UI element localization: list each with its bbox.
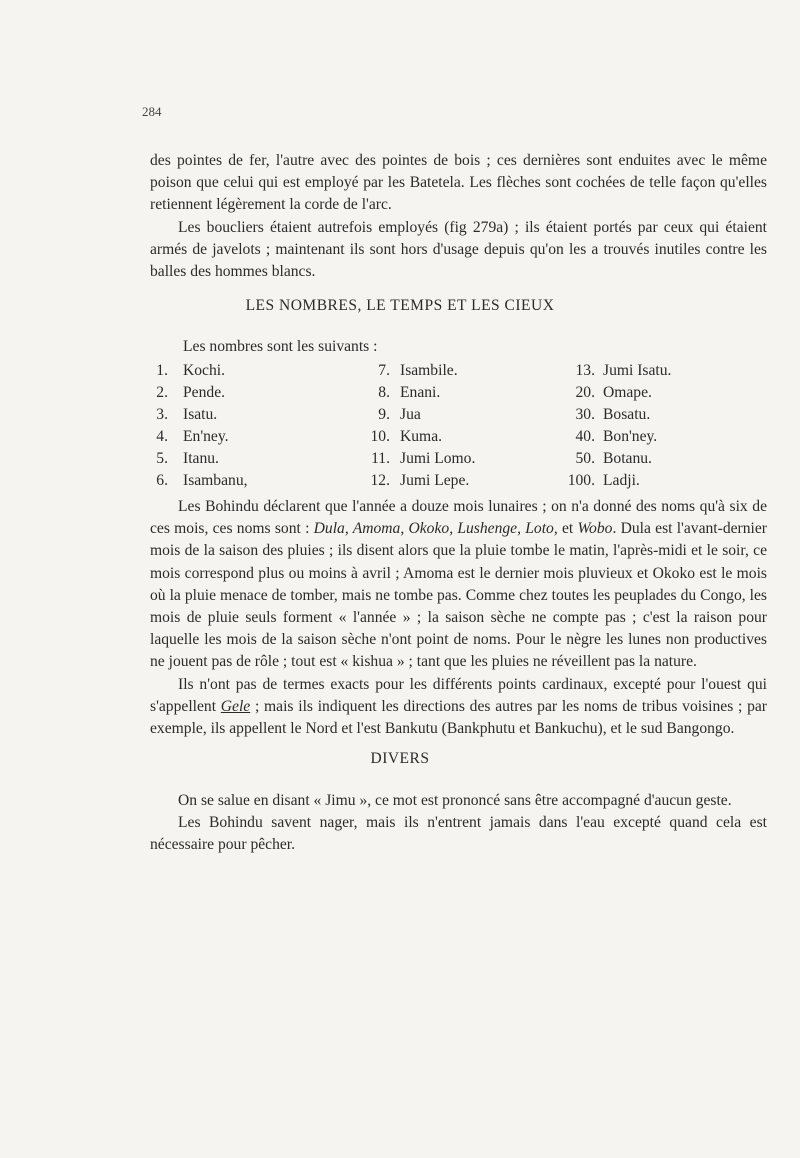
number-word: Botanu. xyxy=(603,450,652,467)
number-word: Kochi. xyxy=(183,362,226,379)
cardinal-paragraph xyxy=(150,674,767,741)
months-text-c: . Dula est l'avant-dernier mois de la saison des pluies ; ils disent alors que la pluie tombe le matin, l'après-midi et le soir, ce mois correspond plus ou moins à avril ; Amoma est le dernier mois pluvieux et Okoko est le mois où la pluie menace de tomber, mais ne tombe pas. Comme chez toutes les peuplades du Congo, les mois de pluie seuls forment « l'année » ; la saison sèche ne compte pas ; c'est la raison pour laquelle les mois de la saison sèche n'ont point de noms. Pour le nègre les lunes non productives ne jouent pas de rôle ; tout est « kishua » ; tant que les pluies ne réveillent pas la nature. xyxy=(150,520,767,671)
number-word: Isambile. xyxy=(400,362,458,379)
section-heading-numbers: LES NOMBRES, LE TEMPS ET LES CIEUX xyxy=(245,297,555,314)
divers-text xyxy=(150,790,767,857)
number-row xyxy=(358,470,548,492)
number-row xyxy=(358,448,548,470)
number-row xyxy=(548,448,763,470)
number-label: 11. xyxy=(371,450,390,467)
number-row xyxy=(548,382,763,404)
month-name-wobo: Wobo xyxy=(577,520,613,538)
number-row xyxy=(548,360,763,382)
intro-text xyxy=(150,150,767,283)
number-word: Omape. xyxy=(603,384,652,401)
number-word: Jua xyxy=(400,406,421,423)
number-label: 13. xyxy=(575,362,595,379)
number-label: 9. xyxy=(378,406,390,423)
number-label: 20. xyxy=(575,384,595,401)
number-label: 6. xyxy=(156,472,168,489)
number-word: Jumi Lomo. xyxy=(400,450,476,467)
intro-paragraph: des pointes de fer, l'autre avec des pointes de bois ; ces dernières sont enduites avec le même poison que celui qui est employé par les Batetela. Les flèches sont cochées de telle façon qu'elles retiennent légèrement la corde de l'arc. xyxy=(150,152,767,214)
number-label: 40. xyxy=(575,428,595,445)
number-label: 100. xyxy=(567,472,595,489)
numbers-column-3 xyxy=(548,360,763,492)
page-number: 284 xyxy=(142,104,162,119)
months-text-b: et xyxy=(557,520,578,538)
number-row xyxy=(148,448,358,470)
months-text xyxy=(150,496,767,740)
number-label: 12. xyxy=(370,472,390,489)
section-heading-divers: DIVERS xyxy=(370,750,430,767)
number-label: 30. xyxy=(575,406,595,423)
number-row xyxy=(148,426,358,448)
number-label: 5. xyxy=(156,450,168,467)
numbers-intro: Les nombres sont les suivants : xyxy=(183,338,378,355)
number-label: 50. xyxy=(575,450,595,467)
number-row xyxy=(358,382,548,404)
number-row xyxy=(148,360,358,382)
number-word: Jumi Lepe. xyxy=(400,472,470,489)
number-word: Kuma. xyxy=(400,428,443,445)
number-label: 8. xyxy=(378,384,390,401)
divers-paragraph: On se salue en disant « Jimu », ce mot est prononcé sans être accompagné d'aucun geste. xyxy=(178,792,732,809)
number-word: Enani. xyxy=(400,384,441,401)
number-word: Itanu. xyxy=(183,450,219,467)
number-label: 1. xyxy=(156,362,168,379)
number-word: Jumi Isatu. xyxy=(603,362,672,379)
numbers-column-1 xyxy=(148,360,358,492)
cardinal-text-b: ; mais ils indiquent les directions des autres par les noms de tribus voisines ; par exemple, ils appellent le Nord et l'est Bankutu (Bankphutu et Bankuchu), et le sud Bangongo. xyxy=(150,697,767,738)
number-word: Ladji. xyxy=(603,472,640,489)
months-text-a: Les Bohindu déclarent que l'année a douze mois lunaires ; on n'a donné des noms qu'à six de ces mois, ces noms sont : xyxy=(150,498,767,538)
number-row xyxy=(548,426,763,448)
west-name: Gele xyxy=(220,697,251,715)
number-row xyxy=(358,426,548,448)
number-row xyxy=(548,470,763,492)
number-word: Isambanu, xyxy=(183,472,248,489)
number-row xyxy=(548,404,763,426)
number-word: Bon'ney. xyxy=(603,428,658,445)
number-word: Bosatu. xyxy=(603,406,651,423)
number-label: 10. xyxy=(370,428,390,445)
number-row xyxy=(358,404,548,426)
number-label: 3. xyxy=(156,406,168,423)
number-row xyxy=(148,382,358,404)
number-row xyxy=(358,360,548,382)
intro-paragraph: Les boucliers étaient autrefois employés (fig 279a) ; ils étaient portés par ceux qui étaient armés de javelots ; maintenant ils sont hors d'usage depuis qu'on les a trouvés inutiles contre les balles des hommes blancs. xyxy=(150,218,767,281)
cardinal-text-a: Ils n'ont pas de termes exacts pour les différents points cardinaux, excepté pour l'ouest qui s'appellent xyxy=(150,675,767,715)
months-paragraph xyxy=(150,496,767,674)
number-label: 7. xyxy=(378,362,390,379)
number-label: 4. xyxy=(156,428,168,445)
divers-paragraph: Les Bohindu savent nager, mais ils n'entrent jamais dans l'eau excepté quand cela est nécessaire pour pêcher. xyxy=(150,814,767,854)
number-row xyxy=(148,470,358,492)
number-word: En'ney. xyxy=(183,428,229,445)
numbers-column-2 xyxy=(358,360,548,492)
number-word: Isatu. xyxy=(183,406,218,423)
number-word: Pende. xyxy=(183,384,226,401)
number-label: 2. xyxy=(156,384,168,401)
number-row xyxy=(148,404,358,426)
month-names: Dula, Amoma, Okoko, Lushenge, Loto, xyxy=(313,520,558,538)
